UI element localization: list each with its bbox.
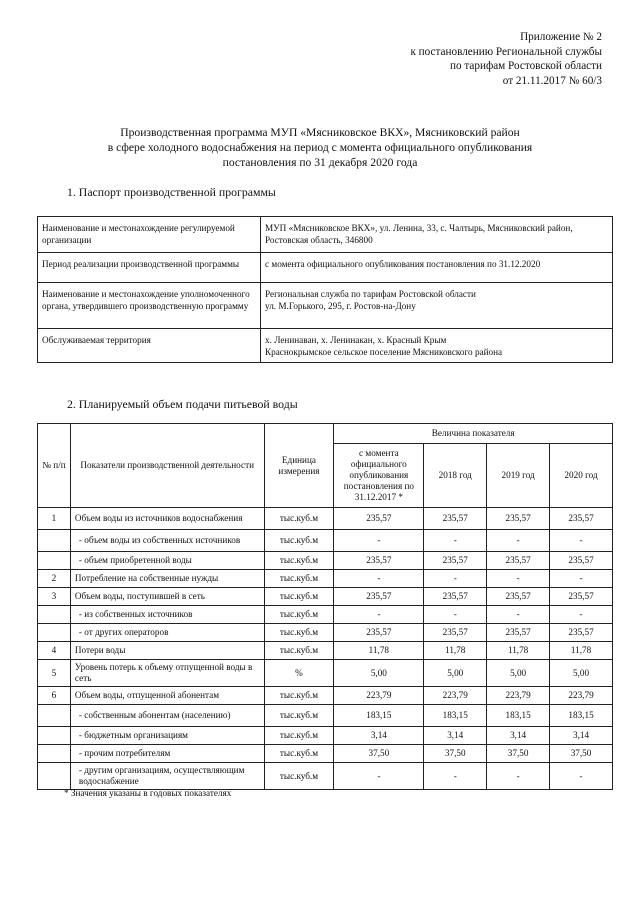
- unit-cell: тыс.куб.м: [264, 624, 334, 642]
- row-number: [38, 552, 71, 570]
- value-cell: 235,57: [487, 552, 550, 570]
- appendix-line: по тарифам Ростовской области: [450, 60, 602, 72]
- value-cell: 183,15: [487, 705, 550, 727]
- value-cell: 235,57: [487, 624, 550, 642]
- value-cell: -: [424, 530, 487, 552]
- passport-label: Наименование и местонахождение регулируемой организации: [38, 217, 261, 253]
- plan-row: [38, 687, 613, 705]
- value-cell: -: [550, 606, 613, 624]
- header-value-group: Величина показателя: [334, 424, 613, 444]
- passport-value-line: ул. М.Горького, 295, г. Ростов-на-Дону: [265, 300, 416, 311]
- row-number: 3: [38, 588, 71, 606]
- unit-cell: тыс.куб.м: [264, 570, 334, 588]
- passport-label: Обслуживаемая территория: [38, 329, 261, 363]
- value-cell: 235,57: [550, 588, 613, 606]
- plan-row: [38, 745, 613, 763]
- passport-row: [38, 329, 613, 363]
- unit-cell: тыс.куб.м: [264, 552, 334, 570]
- row-number: 5: [38, 660, 71, 687]
- indicator-name: Потери воды: [70, 642, 264, 660]
- unit-cell: тыс.куб.м: [264, 530, 334, 552]
- section-heading-plan: 2. Планируемый объем подачи питьевой воды: [67, 397, 298, 411]
- unit-cell: тыс.куб.м: [264, 642, 334, 660]
- value-cell: 235,57: [424, 588, 487, 606]
- row-number: [38, 530, 71, 552]
- value-cell: 11,78: [424, 642, 487, 660]
- value-cell: 3,14: [334, 727, 424, 745]
- indicator-name: - из собственных источников: [70, 606, 264, 624]
- value-cell: -: [334, 570, 424, 588]
- plan-row: [38, 588, 613, 606]
- value-cell: 235,57: [424, 552, 487, 570]
- value-cell: -: [487, 570, 550, 588]
- indicator-name: - прочим потребителям: [70, 745, 264, 763]
- header-year-2019: 2019 год: [487, 444, 550, 508]
- value-cell: 235,57: [334, 508, 424, 530]
- header-period-initial: с момента официального опубликования постановления по 31.12.2017 *: [334, 444, 424, 508]
- unit-cell: тыс.куб.м: [264, 727, 334, 745]
- passport-value-line: х. Ленинаван, х. Ленинакан, х. Красный Крым: [265, 335, 447, 345]
- passport-row: [38, 253, 613, 283]
- value-cell: -: [334, 606, 424, 624]
- value-cell: -: [334, 763, 424, 790]
- passport-value: [261, 217, 613, 253]
- value-cell: 11,78: [487, 642, 550, 660]
- passport-row: [38, 283, 613, 329]
- header-year-2020: 2020 год: [550, 444, 613, 508]
- passport-value-line: Краснокрымское сельское поселение Мясниковского района: [265, 346, 503, 357]
- indicator-name: - другим организациям, осуществляющим водоснабжение: [70, 763, 264, 790]
- appendix-header: [282, 30, 602, 88]
- header-indicator: Показатели производственной деятельности: [70, 424, 264, 508]
- appendix-line: от 21.11.2017 № 60/3: [502, 74, 602, 87]
- plan-row: [38, 508, 613, 530]
- plan-row: [38, 570, 613, 588]
- value-cell: 235,57: [424, 624, 487, 642]
- value-cell: -: [424, 606, 487, 624]
- value-cell: 5,00: [334, 660, 424, 687]
- unit-cell: тыс.куб.м: [264, 687, 334, 705]
- value-cell: 37,50: [487, 745, 550, 763]
- section-heading-passport: 1. Паспорт производственной программы: [67, 185, 276, 199]
- row-number: [38, 745, 71, 763]
- value-cell: 235,57: [334, 588, 424, 606]
- value-cell: 3,14: [424, 727, 487, 745]
- row-number: 2: [38, 570, 71, 588]
- value-cell: -: [550, 570, 613, 588]
- value-cell: 3,14: [487, 727, 550, 745]
- value-cell: 5,00: [550, 660, 613, 687]
- value-cell: 183,15: [334, 705, 424, 727]
- indicator-name: - объем воды из собственных источников: [70, 530, 264, 552]
- unit-cell: тыс.куб.м: [264, 588, 334, 606]
- indicator-name: Объем воды из источников водоснабжения: [70, 508, 264, 530]
- passport-table: [37, 216, 613, 363]
- indicator-name: Объем воды, отпущенной абонентам: [70, 687, 264, 705]
- indicator-name: Объем воды, поступившей в сеть: [70, 588, 264, 606]
- appendix-line: Приложение № 2: [520, 31, 602, 43]
- passport-row: [38, 217, 613, 253]
- appendix-line: к постановлению Региональной службы: [410, 45, 602, 58]
- passport-label: Наименование и местонахождение уполномоченного органа, утвердившего производственную программу: [38, 283, 261, 329]
- row-number: [38, 606, 71, 624]
- title-line: Производственная программа МУП «Мясниковское ВКХ», Мясниковский район: [120, 126, 520, 139]
- row-number: [38, 705, 71, 727]
- row-number: 6: [38, 687, 71, 705]
- plan-row: [38, 660, 613, 687]
- value-cell: 37,50: [424, 745, 487, 763]
- value-cell: 37,50: [550, 745, 613, 763]
- value-cell: -: [487, 606, 550, 624]
- row-number: 4: [38, 642, 71, 660]
- header-unit: Единица измерения: [264, 424, 334, 508]
- passport-value: [261, 283, 613, 329]
- plan-row: [38, 624, 613, 642]
- value-cell: 223,79: [424, 687, 487, 705]
- unit-cell: тыс.куб.м: [264, 745, 334, 763]
- value-cell: 235,57: [424, 508, 487, 530]
- plan-row: [38, 642, 613, 660]
- value-cell: 183,15: [550, 705, 613, 727]
- row-number: [38, 727, 71, 745]
- value-cell: 223,79: [334, 687, 424, 705]
- unit-cell: %: [264, 660, 334, 687]
- value-cell: -: [424, 570, 487, 588]
- title-line: в сфере холодного водоснабжения на период с момента официального опубликования: [107, 141, 533, 154]
- indicator-name: Уровень потерь к объему отпущенной воды в сеть: [70, 660, 264, 687]
- plan-table: [37, 423, 613, 790]
- value-cell: 5,00: [487, 660, 550, 687]
- plan-row: [38, 606, 613, 624]
- value-cell: 235,57: [334, 624, 424, 642]
- value-cell: 223,79: [487, 687, 550, 705]
- passport-label: Период реализации производственной программы: [38, 253, 261, 283]
- unit-cell: тыс.куб.м: [264, 508, 334, 530]
- plan-row: [38, 763, 613, 790]
- passport-value-line: Региональная служба по тарифам Ростовской области: [265, 289, 476, 299]
- value-cell: -: [550, 763, 613, 790]
- plan-row: [38, 727, 613, 745]
- value-cell: -: [424, 763, 487, 790]
- value-cell: -: [487, 763, 550, 790]
- passport-value-line: с момента официального опубликования постановления по 31.12.2020: [265, 259, 541, 269]
- value-cell: 5,00: [424, 660, 487, 687]
- value-cell: 11,78: [334, 642, 424, 660]
- unit-cell: тыс.куб.м: [264, 606, 334, 624]
- plan-row: [38, 530, 613, 552]
- value-cell: -: [487, 530, 550, 552]
- value-cell: 235,57: [550, 508, 613, 530]
- document-title: [0, 125, 640, 170]
- value-cell: 183,15: [424, 705, 487, 727]
- indicator-name: Потребление на собственные нужды: [70, 570, 264, 588]
- header-year-2018: 2018 год: [424, 444, 487, 508]
- value-cell: 235,57: [550, 624, 613, 642]
- row-number: [38, 624, 71, 642]
- plan-row: [38, 705, 613, 727]
- value-cell: 235,57: [487, 508, 550, 530]
- passport-value: [261, 329, 613, 363]
- passport-value-line: МУП «Мясниковское ВКХ», ул. Ленина, 33, с. Чалтырь, Мясниковский район, Ростовская область, 346800: [265, 223, 573, 245]
- indicator-name: - бюджетным организациям: [70, 727, 264, 745]
- value-cell: 223,79: [550, 687, 613, 705]
- footnote: * Значения указаны в годовых показателях: [64, 788, 232, 798]
- plan-row: [38, 552, 613, 570]
- title-line: постановления по 31 декабря 2020 года: [222, 156, 418, 169]
- passport-value: [261, 253, 613, 283]
- header-num: № п/п: [38, 424, 71, 508]
- row-number: 1: [38, 508, 71, 530]
- value-cell: 235,57: [334, 552, 424, 570]
- value-cell: 11,78: [550, 642, 613, 660]
- indicator-name: - объем приобретенной воды: [70, 552, 264, 570]
- value-cell: 3,14: [550, 727, 613, 745]
- row-number: [38, 763, 71, 790]
- indicator-name: - собственным абонентам (населению): [70, 705, 264, 727]
- value-cell: 37,50: [334, 745, 424, 763]
- value-cell: -: [550, 530, 613, 552]
- value-cell: -: [334, 530, 424, 552]
- unit-cell: тыс.куб.м: [264, 763, 334, 790]
- value-cell: 235,57: [550, 552, 613, 570]
- value-cell: 235,57: [487, 588, 550, 606]
- unit-cell: тыс.куб.м: [264, 705, 334, 727]
- indicator-name: - от других операторов: [70, 624, 264, 642]
